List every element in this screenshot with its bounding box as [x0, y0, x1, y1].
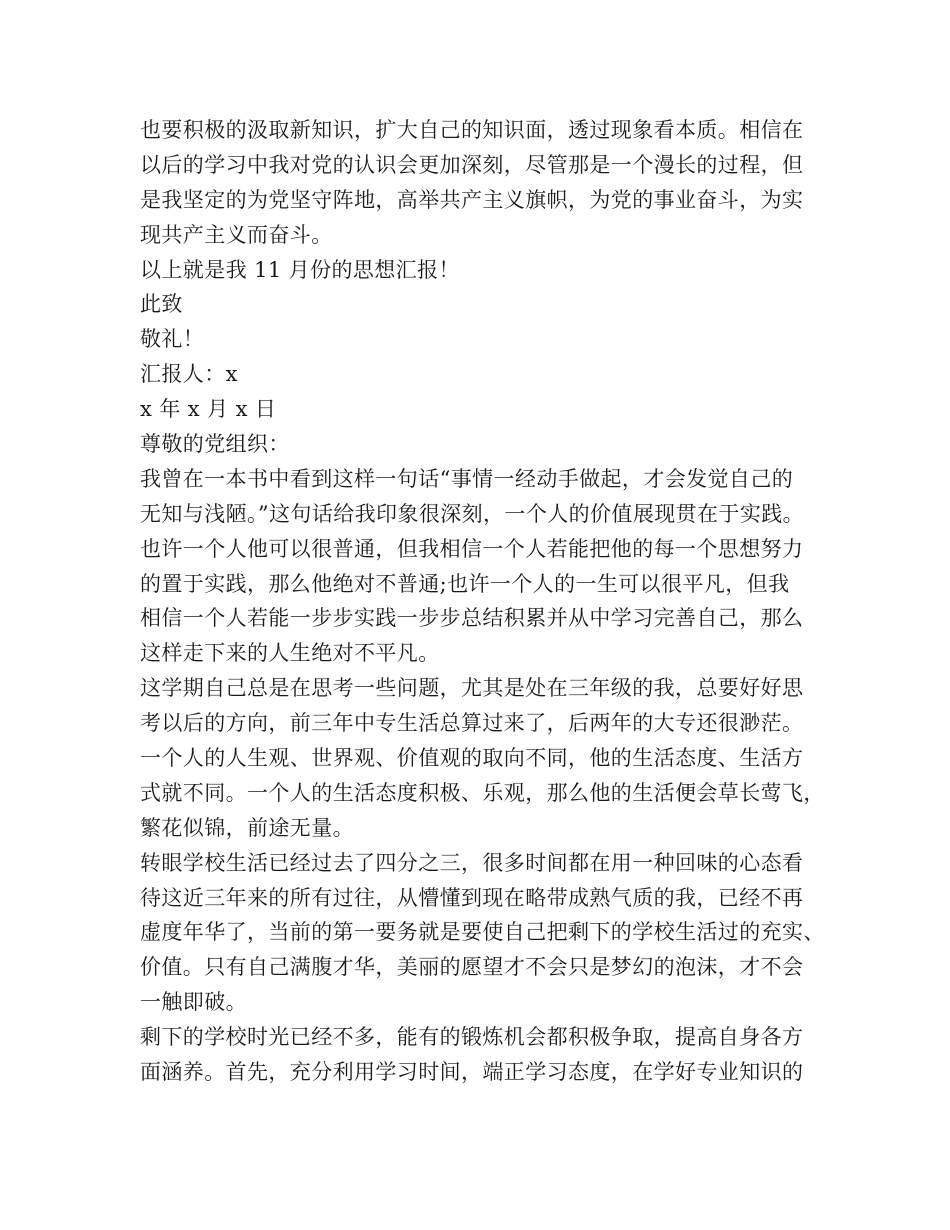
date-line: x 年 x 月 x 日: [140, 397, 277, 422]
text-line: 也许一个人他可以很普通，但我相信一个人若能把他的每一个思想努力: [140, 536, 804, 561]
text-line: 以上就是我 11 月份的思想汇报！: [140, 257, 460, 282]
text-line: 虚度年华了，当前的第一要务就是要使自己把剩下的学校生活过的充实、: [140, 920, 825, 945]
text-line: 价值。只有自己满腹才华，美丽的愿望才不会只是梦幻的泡沫，才不会: [140, 955, 804, 980]
salutation-line: 此致: [140, 292, 183, 317]
text-line: 一个人的人生观、世界观、价值观的取向不同，他的生活态度、生活方: [140, 746, 804, 771]
text-line: 是我坚定的为党坚守阵地，高举共产主义旗帜，为党的事业奋斗，为实: [140, 187, 804, 212]
text-line: 式就不同。一个人的生活态度积极、乐观，那么他的生活便会草长莺飞，: [140, 780, 825, 805]
text-line: 这学期自己总是在思考一些问题，尤其是处在三年级的我，总要好好思: [140, 676, 804, 701]
text-line: 待这近三年来的所有过往，从懵懂到现在略带成熟气质的我，已经不再: [140, 885, 804, 910]
text-line: 面涵养。首先，充分利用学习时间，端正学习态度，在学好专业知识的: [140, 1060, 804, 1085]
text-line: 的置于实践，那么他绝对不普通;也许一个人的一生可以很平凡，但我: [140, 571, 790, 596]
text-line: 这样走下来的人生绝对不平凡。: [140, 641, 440, 666]
text-line: 我曾在一本书中看到这样一句话“事情一经动手做起，才会发觉自己的: [140, 466, 794, 491]
text-line: 一触即破。: [140, 990, 247, 1015]
salutation-line: 敬礼！: [140, 327, 205, 352]
document-page: [140, 113, 830, 1090]
text-line: 以后的学习中我对党的认识会更加深刻，尽管那是一个漫长的过程，但: [140, 152, 804, 177]
text-line: 相信一个人若能一步步实践一步步总结积累并从中学习完善自己，那么: [140, 606, 804, 631]
text-line: 转眼学校生活已经过去了四分之三，很多时间都在用一种回味的心态看: [140, 850, 804, 875]
text-line: 也要积极的汲取新知识，扩大自己的知识面，透过现象看本质。相信在: [140, 118, 804, 142]
greeting-line: 尊敬的党组织：: [140, 432, 290, 457]
text-line: 繁花似锦，前途无量。: [140, 815, 354, 840]
text-line: 现共产主义而奋斗。: [140, 222, 333, 247]
text-line: 无知与浅陋。”这句话给我印象很深刻，一个人的价值展现贯在于实践。: [140, 501, 805, 526]
reporter-line: 汇报人：x: [140, 362, 238, 387]
text-line: 考以后的方向，前三年中专生活总算过来了，后两年的大专还很渺茫。: [140, 711, 804, 736]
text-line: 剩下的学校时光已经不多，能有的锻炼机会都积极争取，提高自身各方: [140, 1025, 804, 1050]
